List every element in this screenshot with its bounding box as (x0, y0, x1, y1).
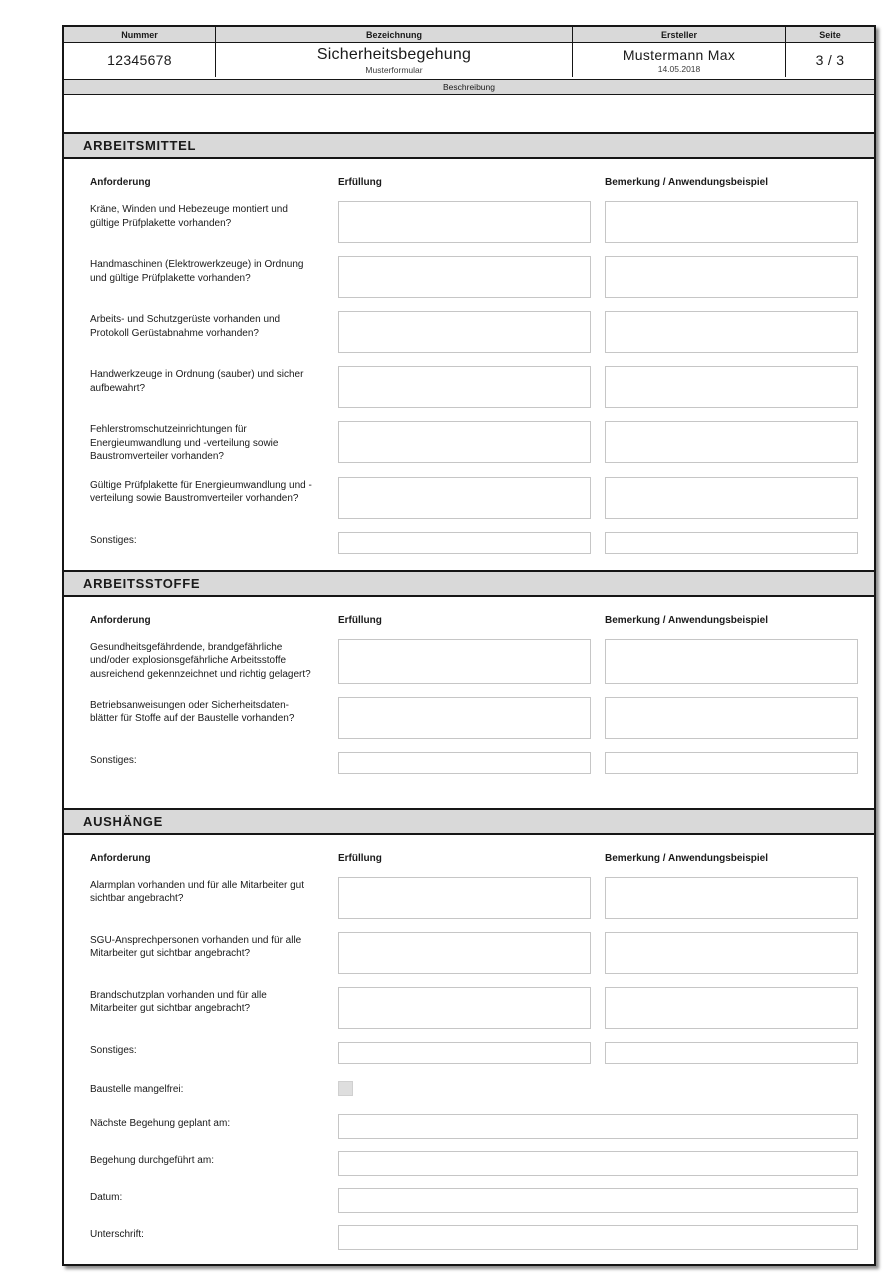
bemerkung-input[interactable] (605, 532, 858, 554)
question-label: Sonstiges: (90, 1044, 137, 1056)
nummer-header: Nummer (64, 27, 216, 43)
section-body-arbeitsstoffe (64, 615, 874, 808)
erfuellung-input[interactable] (338, 932, 591, 974)
baustelle-mangelfrei-label: Baustelle mangelfrei: (90, 1083, 184, 1095)
section-title-arbeitsmittel: ARBEITSMITTEL (64, 132, 874, 159)
form-row (84, 639, 874, 684)
bezeichnung-header: Bezeichnung (216, 27, 573, 43)
form-row (84, 477, 874, 519)
seite-header: Seite (786, 27, 874, 43)
bemerkung-input[interactable] (605, 752, 858, 774)
nummer-cell (64, 43, 216, 77)
form-row-sonstiges (84, 752, 874, 774)
question-label: Arbeits- und Schutzgerüste vorhanden und Protokoll Gerüstabnahme vorhanden? (90, 314, 281, 339)
bemerkung-column-header: Bemerkung / Anwendungsbeispiel (605, 177, 768, 188)
form-row-sonstiges (84, 532, 874, 554)
erfuellung-column-header: Erfüllung (338, 614, 382, 626)
form-row-sonstiges (84, 1042, 874, 1064)
question-label: Sonstiges: (90, 534, 137, 546)
erfuellung-input[interactable] (338, 311, 591, 353)
bemerkung-input[interactable] (605, 201, 858, 243)
naechste-begehung-label: Nächste Begehung geplant am: (90, 1118, 231, 1129)
unterschrift-input[interactable] (338, 1225, 858, 1250)
ersteller-header: Ersteller (573, 27, 786, 43)
erfuellung-input[interactable] (338, 697, 591, 739)
naechste-begehung-input[interactable] (338, 1114, 858, 1139)
form-row (84, 697, 874, 739)
form-row (84, 421, 874, 464)
bemerkung-input[interactable] (605, 477, 858, 519)
begehung-durchgefuehrt-input[interactable] (338, 1151, 858, 1176)
erfuellung-column-header: Erfüllung (338, 852, 382, 864)
bezeichnung-cell (216, 43, 573, 77)
bemerkung-input[interactable] (605, 639, 858, 684)
ersteller-date: 14.05.2018 (657, 63, 701, 74)
bemerkung-input[interactable] (605, 987, 858, 1029)
baustelle-mangelfrei-row (84, 1081, 874, 1097)
begehung-durchgefuehrt-row (84, 1151, 874, 1176)
erfuellung-input[interactable] (338, 366, 591, 408)
beschreibung-value (64, 95, 874, 132)
form-row (84, 877, 874, 919)
bemerkung-input[interactable] (605, 1042, 858, 1064)
bemerkung-input[interactable] (605, 311, 858, 353)
erfuellung-input[interactable] (338, 1042, 591, 1064)
form-row (84, 201, 874, 243)
erfuellung-input[interactable] (338, 477, 591, 519)
datum-input[interactable] (338, 1188, 858, 1213)
ersteller-value: Mustermann Max (622, 46, 736, 63)
ersteller-cell (573, 43, 786, 77)
seite-cell (786, 43, 874, 77)
form-page (62, 25, 876, 1266)
form-subtitle: Musterformular (365, 64, 423, 75)
question-label: Alarmplan vorhanden und für alle Mitarbeiter gut sichtbar angebracht? (90, 879, 305, 904)
section-title-arbeitsstoffe: ARBEITSSTOFFE (64, 570, 874, 597)
question-label: Handwerkzeuge in Ordnung (sauber) und sicher aufbewahrt? (90, 369, 304, 394)
bemerkung-input[interactable] (605, 877, 858, 919)
naechste-begehung-row (84, 1114, 874, 1139)
question-label: SGU-Ansprechpersonen vorhanden und für alle Mitarbeiter gut sichtbar angebracht? (90, 934, 302, 959)
column-headers (84, 615, 874, 626)
erfuellung-input[interactable] (338, 987, 591, 1029)
column-headers (84, 853, 874, 864)
unterschrift-label: Unterschrift: (90, 1229, 144, 1240)
seite-value: 3 / 3 (815, 52, 845, 68)
question-label: Gesundheitsgefährdende, brandgefährliche und/oder explosionsgefährliche Arbeitsstoffe ausreichend gekennzeichnet und richtig gelagert? (90, 641, 311, 680)
anforderung-column-header: Anforderung (90, 852, 151, 864)
erfuellung-input[interactable] (338, 877, 591, 919)
section-body-arbeitsmittel (64, 177, 874, 570)
question-label: Betriebsanweisungen oder Sicherheitsdaten-blätter für Stoffe auf der Baustelle vorhanden? (90, 699, 295, 724)
question-label: Brandschutzplan vorhanden und für alle Mitarbeiter gut sichtbar angebracht? (90, 989, 267, 1014)
question-label: Kräne, Winden und Hebezeuge montiert und gültige Prüfplakette vorhanden? (90, 204, 288, 229)
column-headers (84, 177, 874, 188)
question-label: Handmaschinen (Elektrowerkzeuge) in Ordnung und gültige Prüfplakette vorhanden? (90, 259, 304, 284)
form-row (84, 987, 874, 1029)
erfuellung-input[interactable] (338, 639, 591, 684)
anforderung-column-header: Anforderung (90, 177, 151, 188)
nummer-value: 12345678 (107, 52, 172, 68)
form-row (84, 256, 874, 298)
bemerkung-input[interactable] (605, 421, 858, 463)
form-row (84, 311, 874, 353)
datum-row (84, 1188, 874, 1213)
datum-label: Datum: (90, 1192, 123, 1203)
bemerkung-input[interactable] (605, 256, 858, 298)
question-label: Fehlerstromschutzeinrichtungen für Energieumwandlung und -verteilung sowie Baustromverteiler vorhanden? (90, 424, 279, 462)
bemerkung-input[interactable] (605, 366, 858, 408)
erfuellung-input[interactable] (338, 256, 591, 298)
form-title: Sicherheitsbegehung (316, 45, 472, 63)
section-title-aushaenge: AUSHÄNGE (64, 808, 874, 835)
erfuellung-input[interactable] (338, 421, 591, 463)
question-label: Gültige Prüfplakette für Energieumwandlung und -verteilung sowie Baustromverteiler vorhanden? (90, 479, 312, 504)
erfuellung-column-header: Erfüllung (338, 177, 382, 188)
section-body-aushaenge (64, 853, 874, 1265)
baustelle-mangelfrei-checkbox[interactable] (338, 1081, 353, 1096)
bemerkung-column-header: Bemerkung / Anwendungsbeispiel (605, 614, 768, 626)
form-row (84, 366, 874, 408)
erfuellung-input[interactable] (338, 201, 591, 243)
erfuellung-input[interactable] (338, 532, 591, 554)
beschreibung-header: Beschreibung (64, 79, 874, 95)
begehung-durchgefuehrt-label: Begehung durchgeführt am: (90, 1155, 214, 1166)
form-row (84, 932, 874, 974)
erfuellung-input[interactable] (338, 752, 591, 774)
unterschrift-row (84, 1225, 874, 1250)
question-label: Sonstiges: (90, 754, 137, 766)
bemerkung-input[interactable] (605, 932, 858, 974)
anforderung-column-header: Anforderung (90, 614, 151, 626)
bemerkung-column-header: Bemerkung / Anwendungsbeispiel (605, 852, 768, 864)
form-header-table (64, 27, 874, 77)
bemerkung-input[interactable] (605, 697, 858, 739)
